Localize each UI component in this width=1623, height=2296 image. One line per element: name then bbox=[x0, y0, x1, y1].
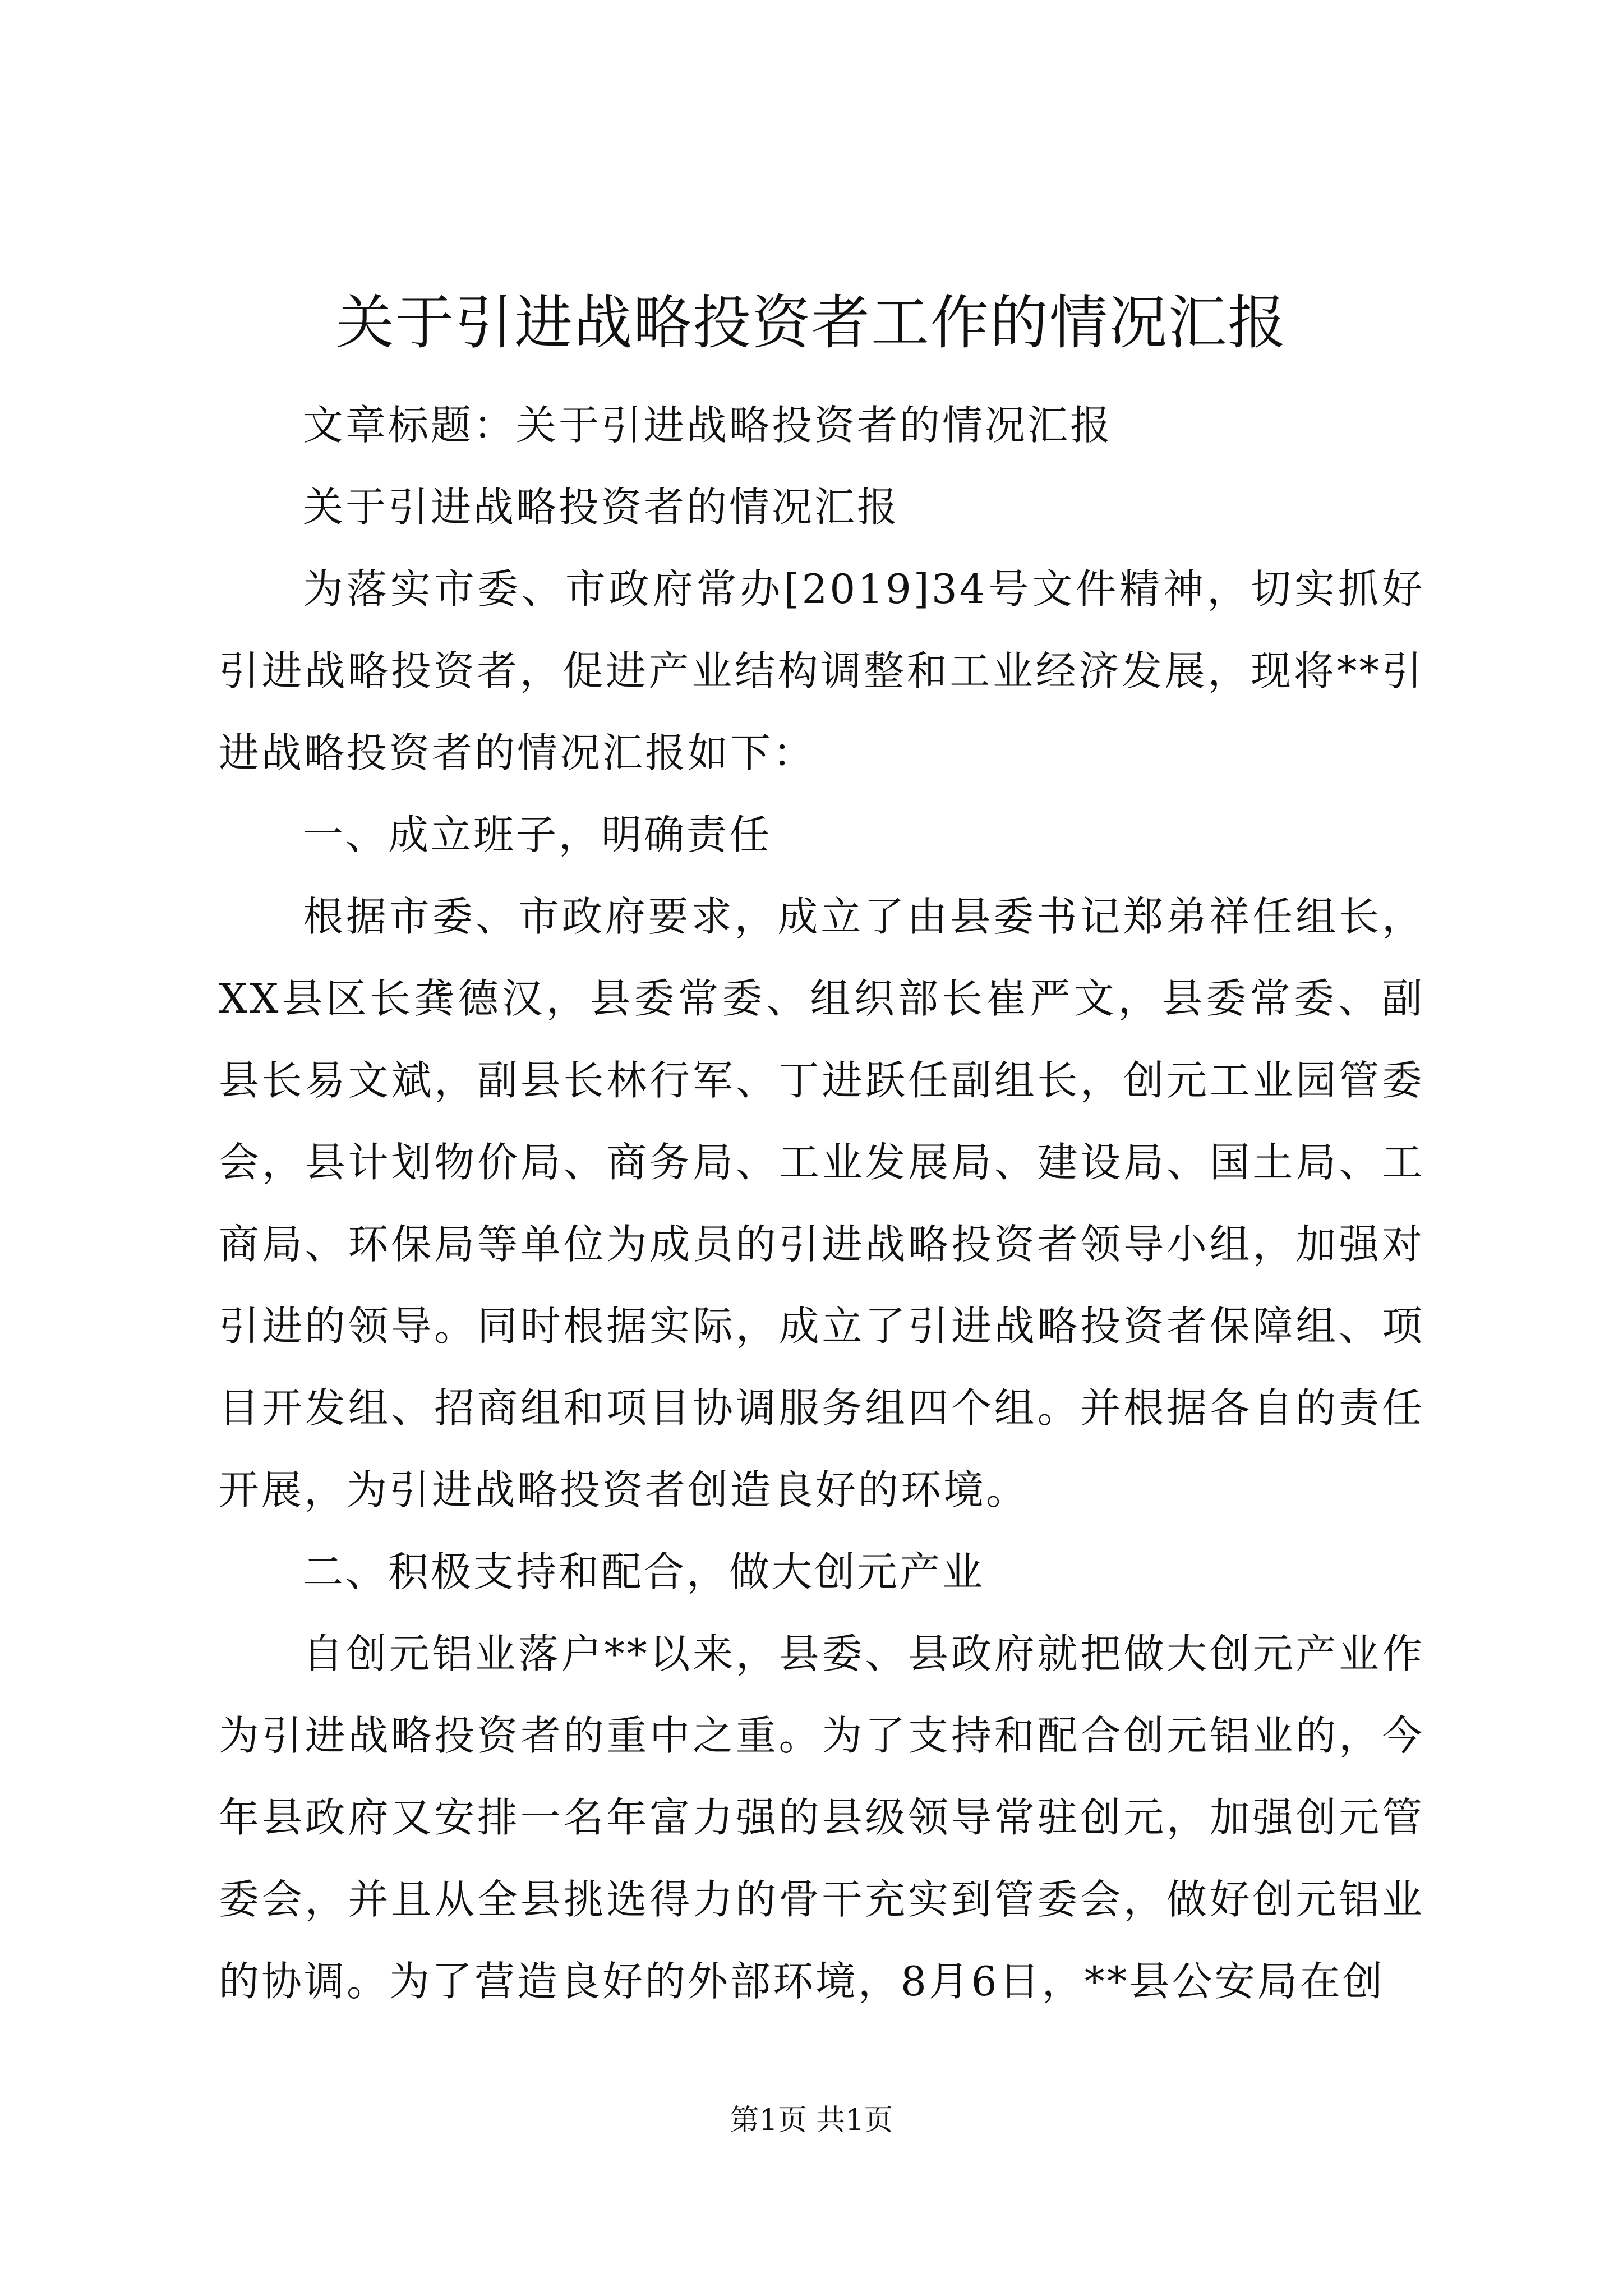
article-title-line: 文章标题：关于引进战略投资者的情况汇报 bbox=[303, 402, 1113, 449]
page-number-footer: 第1页 共1页 bbox=[730, 2104, 893, 2137]
document-title: 关于引进战略投资者工作的情况汇报 bbox=[335, 288, 1287, 357]
section-heading-2: 二、积极支持和配合，做大创元产业 bbox=[303, 1548, 985, 1595]
report-title-line: 关于引进战略投资者的情况汇报 bbox=[303, 484, 900, 531]
intro-paragraph: 为落实市委、市政府常办[2019]34号文件精神，切实抓好引进战略投资者，促进产业结构调整和工业经济发展，现将**引进战略投资者的情况汇报如下： bbox=[219, 565, 1424, 776]
section-1-paragraph: 根据市委、市政府要求，成立了由县委书记郑弟祥任组长，XX县区长龚德汉，县委常委、组织部长崔严文，县委常委、副县长易文斌，副县长林行军、丁进跃任副组长，创元工业园管委会，县计划物价局、商务局、工业发展局、建设局、国土局、工商局、环保局等单位为成员的引进战略投资者领导小组，加强对引进的领导。同时根据实际，成立了引进战略投资者保障组、项目开发组、招商组和项目协调服务组四个组。并根据各自的责任开展，为引进战略投资者创造良好的环境。 bbox=[219, 893, 1424, 1513]
document-body bbox=[219, 384, 1424, 2022]
section-heading-1: 一、成立班子，明确责任 bbox=[303, 811, 772, 858]
section-2-paragraph: 自创元铝业落户**以来，县委、县政府就把做大创元产业作为引进战略投资者的重中之重。为了支持和配合创元铝业的，今年县政府又安排一名年富力强的县级领导常驻创元，加强创元管委会，并且从全县挑选得力的骨干充实到管委会，做好创元铝业的协调。为了营造良好的外部环境，8月6日，**县公安局在创 bbox=[219, 1630, 1424, 2005]
